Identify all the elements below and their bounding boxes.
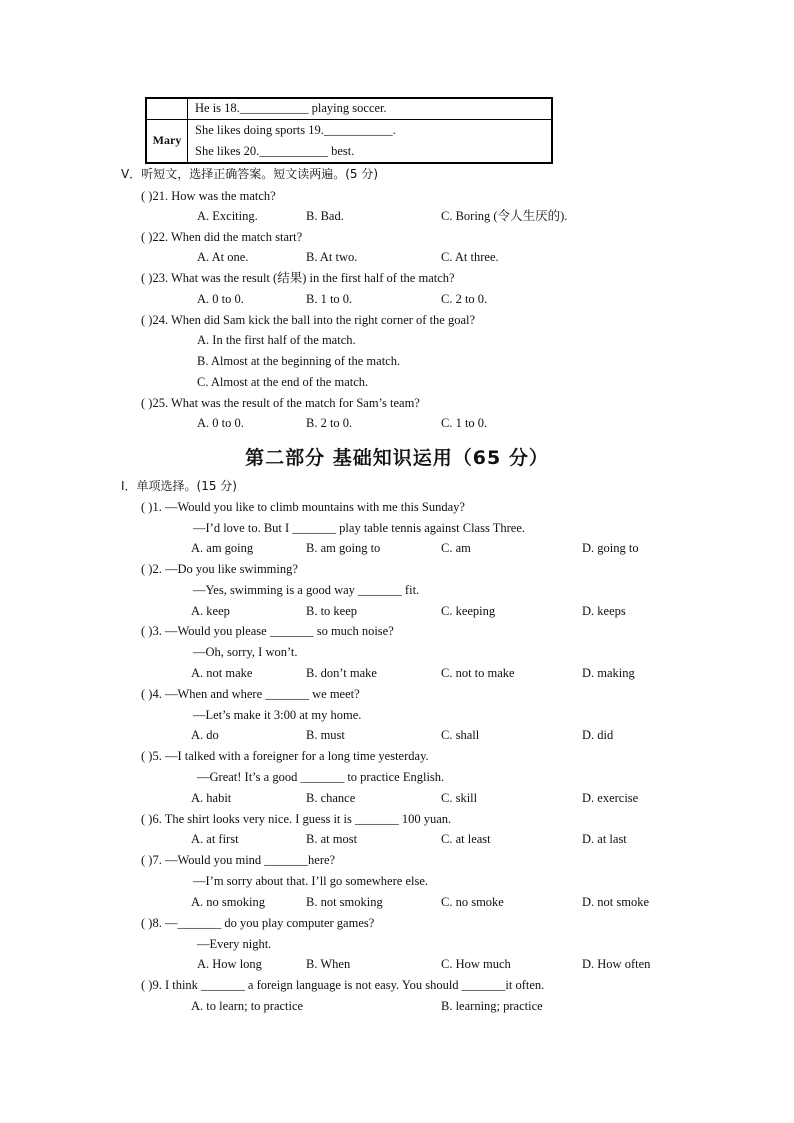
question-stem: ( )9. I think _______ a foreign language is not easy. You should _______it often. bbox=[141, 978, 545, 992]
table-row-pair bbox=[188, 119, 553, 163]
question-line2: —Every night. bbox=[197, 937, 272, 951]
option-a: A. at first bbox=[191, 832, 239, 846]
option-b: B. not smoking bbox=[306, 895, 383, 909]
question-stem: ( )24. When did Sam kick the ball into the right corner of the goal? bbox=[141, 313, 476, 327]
question-line2: —I’d love to. But I _______ play table tennis against Class Three. bbox=[193, 521, 526, 535]
option-c: C. Almost at the end of the match. bbox=[197, 375, 369, 389]
table-row: She likes doing sports 19.___________. bbox=[195, 122, 396, 137]
option-a: A. At one. bbox=[197, 250, 249, 264]
question-line2: —Let’s make it 3:00 at my home. bbox=[193, 708, 362, 722]
question-stem: ( )2. —Do you like swimming? bbox=[141, 562, 298, 576]
option-c: C. 2 to 0. bbox=[441, 292, 488, 306]
option-d: D. How often bbox=[582, 957, 651, 971]
option-d: D. at last bbox=[582, 832, 627, 846]
option-b: B. to keep bbox=[306, 604, 358, 618]
option-b: B. When bbox=[306, 957, 351, 971]
option-b: B. am going to bbox=[306, 541, 381, 555]
option-a: A. not make bbox=[191, 666, 253, 680]
question-stem: ( )4. —When and where _______ we meet? bbox=[141, 687, 360, 701]
table-blank-cell bbox=[146, 98, 188, 119]
table-row: He is 18.___________ playing soccer. bbox=[188, 98, 553, 119]
option-c: C. at least bbox=[441, 832, 491, 846]
part-title: 第二部分 基础知识运用（65 分） bbox=[245, 447, 549, 469]
option-a: A. am going bbox=[191, 541, 254, 555]
option-c: C. no smoke bbox=[441, 895, 504, 909]
question-line2: —Oh, sorry, I won’t. bbox=[193, 645, 298, 659]
option-b: B. at most bbox=[306, 832, 358, 846]
option-c: C. am bbox=[441, 541, 471, 555]
option-a: A. to learn; to practice bbox=[191, 999, 304, 1013]
option-c: C. not to make bbox=[441, 666, 515, 680]
option-c: C. At three. bbox=[441, 250, 499, 264]
section-heading-listening: V．听短文，选择正确答案。短文读两遍。(5 分) bbox=[121, 167, 379, 181]
option-c: C. Boring (令人生厌的). bbox=[441, 209, 568, 223]
fill-in-table bbox=[145, 97, 553, 164]
section-heading-choice: I．单项选择。(15 分) bbox=[121, 479, 237, 493]
option-a: A. 0 to 0. bbox=[197, 416, 244, 430]
question-stem: ( )23. What was the result (结果) in the first half of the match? bbox=[141, 271, 455, 285]
option-d: D. making bbox=[582, 666, 635, 680]
option-b: B. 2 to 0. bbox=[306, 416, 353, 430]
question-stem: ( )6. The shirt looks very nice. I guess it is _______ 100 yuan. bbox=[141, 812, 452, 826]
question-stem: ( )25. What was the result of the match for Sam’s team? bbox=[141, 396, 420, 410]
option-b: B. 1 to 0. bbox=[306, 292, 353, 306]
option-b: B. chance bbox=[306, 791, 356, 805]
option-b: B. must bbox=[306, 728, 345, 742]
option-a: A. 0 to 0. bbox=[197, 292, 244, 306]
option-b: B. Bad. bbox=[306, 209, 344, 223]
option-a: A. In the first half of the match. bbox=[197, 333, 356, 347]
option-d: D. exercise bbox=[582, 791, 639, 805]
question-stem: ( )1. —Would you like to climb mountains with me this Sunday? bbox=[141, 500, 465, 514]
table-name-cell: Mary bbox=[146, 119, 188, 163]
option-a: A. Exciting. bbox=[197, 209, 258, 223]
question-line2: —I’m sorry about that. I’ll go somewhere else. bbox=[193, 874, 429, 888]
option-c: C. 1 to 0. bbox=[441, 416, 488, 430]
question-line2: —Great! It’s a good _______ to practice English. bbox=[197, 770, 445, 784]
option-d: D. not smoke bbox=[582, 895, 650, 909]
option-d: D. keeps bbox=[582, 604, 626, 618]
option-b: B. At two. bbox=[306, 250, 358, 264]
option-b: B. Almost at the beginning of the match. bbox=[197, 354, 401, 368]
option-a: A. habit bbox=[191, 791, 232, 805]
question-stem: ( )8. —_______ do you play computer games? bbox=[141, 916, 375, 930]
option-c: C. How much bbox=[441, 957, 511, 971]
option-d: D. did bbox=[582, 728, 614, 742]
option-a: A. keep bbox=[191, 604, 230, 618]
option-d: D. going to bbox=[582, 541, 639, 555]
option-c: C. skill bbox=[441, 791, 478, 805]
option-a: A. do bbox=[191, 728, 219, 742]
question-stem: ( )5. —I talked with a foreigner for a long time yesterday. bbox=[141, 749, 429, 763]
option-c: C. keeping bbox=[441, 604, 496, 618]
question-stem: ( )7. —Would you mind _______here? bbox=[141, 853, 336, 867]
option-a: A. no smoking bbox=[191, 895, 265, 909]
table-row: She likes 20.___________ best. bbox=[195, 143, 355, 158]
question-stem: ( )21. How was the match? bbox=[141, 189, 276, 203]
option-c: C. shall bbox=[441, 728, 480, 742]
option-b: B. learning; practice bbox=[441, 999, 543, 1013]
option-b: B. don’t make bbox=[306, 666, 377, 680]
question-line2: —Yes, swimming is a good way _______ fit. bbox=[193, 583, 420, 597]
question-stem: ( )22. When did the match start? bbox=[141, 230, 303, 244]
option-a: A. How long bbox=[197, 957, 262, 971]
question-stem: ( )3. —Would you please _______ so much noise? bbox=[141, 624, 394, 638]
